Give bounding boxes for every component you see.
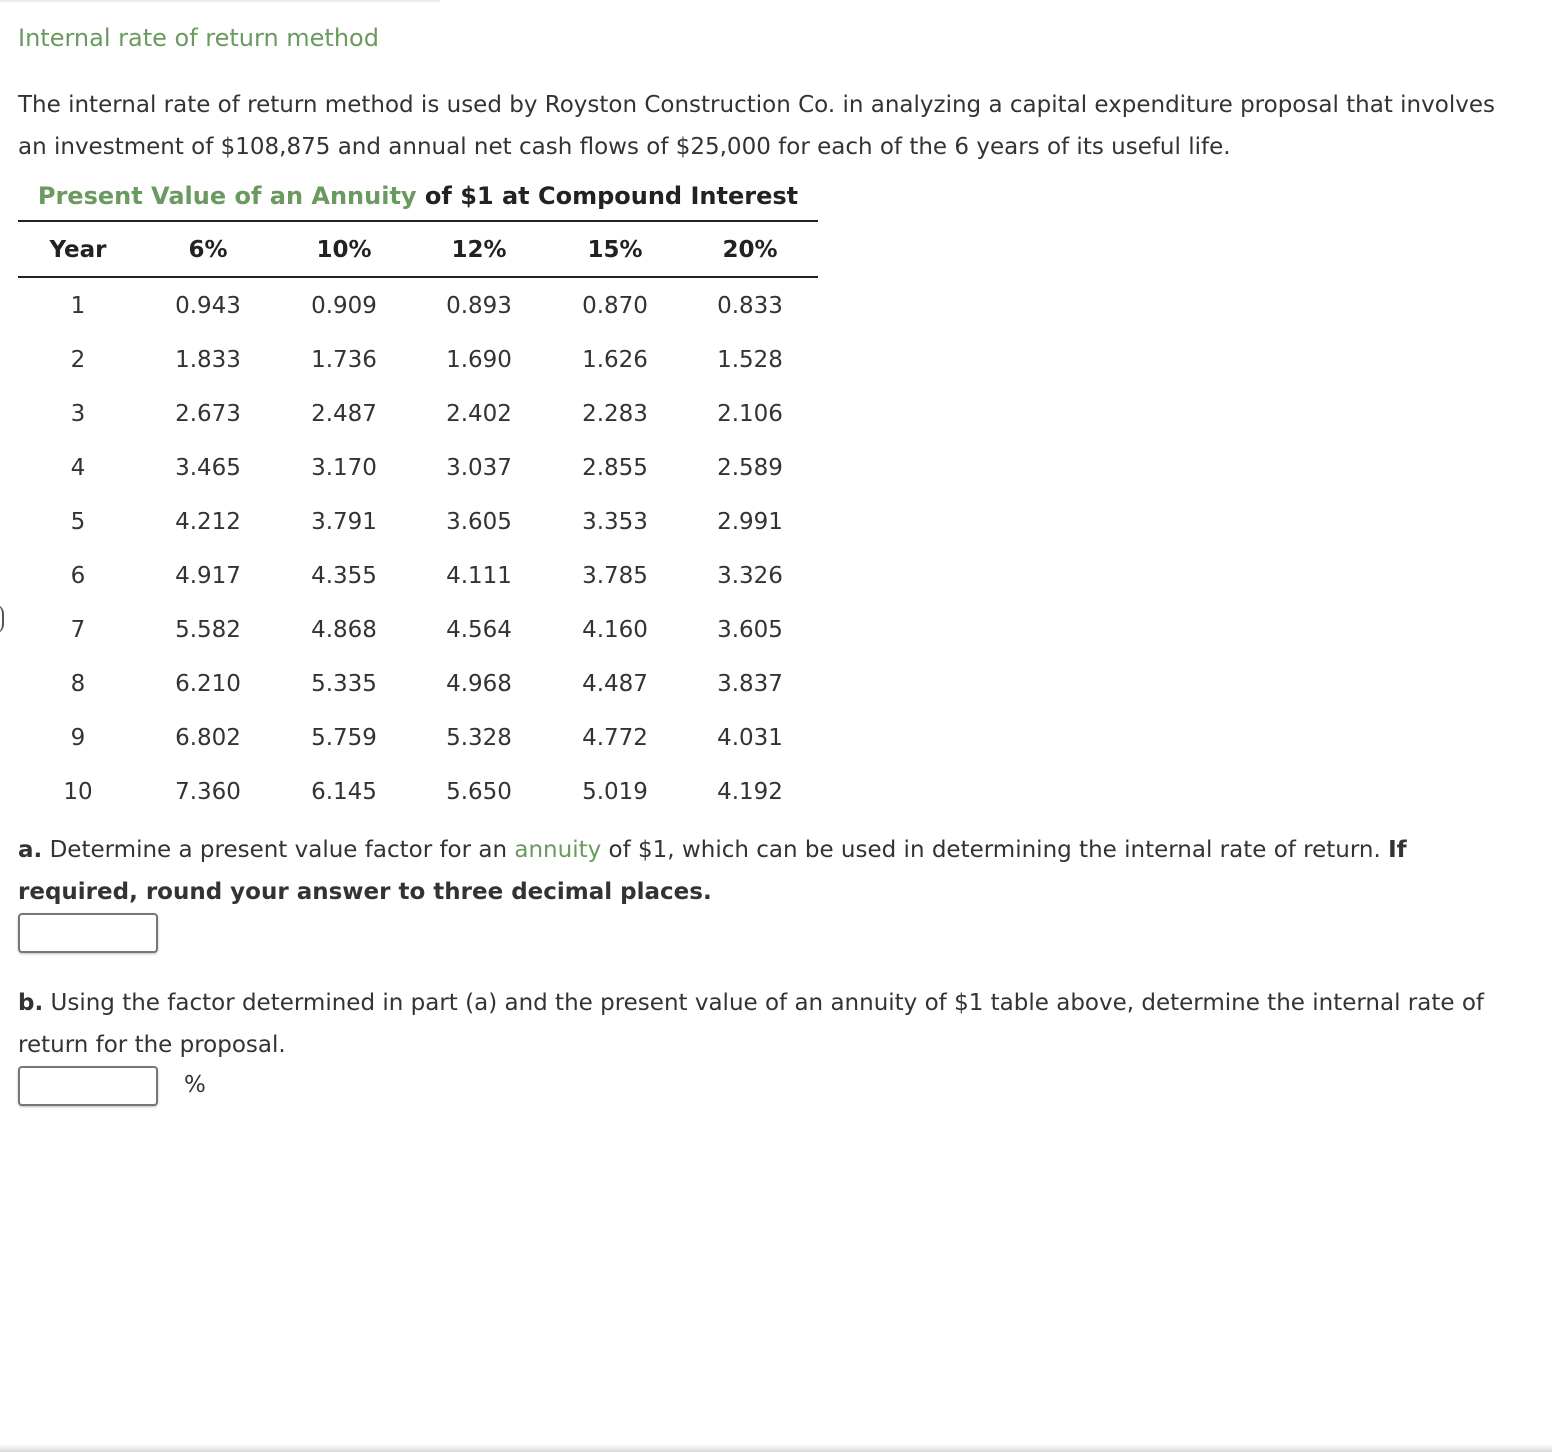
edge-scroll-mark [0,604,4,634]
cell-value: 4.772 [582,725,648,751]
cell-value: 3.353 [582,509,648,535]
cell-value: 2.991 [717,509,783,535]
cell-year: 2 [70,347,86,373]
question-a [18,829,1534,913]
cell-value: 4.917 [175,563,241,589]
cell-value: 2.855 [582,455,648,481]
table-header-row [18,223,818,277]
page-title: Internal rate of return method [18,24,379,52]
cell-year: 6 [70,563,86,589]
cell-year: 7 [70,617,86,643]
cell-value: 4.192 [717,779,783,805]
cell-year: 10 [63,779,93,805]
cell-value: 3.326 [717,563,783,589]
cell-value: 6.210 [175,671,241,697]
cell-value: 5.759 [311,725,377,751]
table-row [18,657,818,711]
table-row [18,333,818,387]
cell-value: 5.019 [582,779,648,805]
cell-value: 1.528 [717,347,783,373]
cell-value: 1.626 [582,347,648,373]
cell-value: 0.870 [582,293,648,319]
question-a-text-2: of $1, which can be used in determining the internal rate of return. [601,837,1389,863]
header-10-percent: 10% [316,237,372,263]
bottom-scrollbar-edge [0,1444,1552,1452]
cell-value: 1.833 [175,347,241,373]
cell-value: 2.283 [582,401,648,427]
header-year: Year [49,237,107,263]
table-row [18,603,818,657]
question-a-text-1: Determine a present value factor for an [42,837,515,863]
annuity-table-link[interactable]: Present Value of an Annuity [37,182,417,210]
cell-value: 4.487 [582,671,648,697]
cell-year: 1 [70,293,86,319]
question-b-label: b. [18,990,44,1016]
cell-value: 4.968 [446,671,512,697]
cell-value: 0.909 [311,293,377,319]
annuity-link[interactable]: annuity [514,837,602,863]
cell-value: 4.212 [175,509,241,535]
question-a-label: a. [18,837,43,863]
cell-value: 3.837 [717,671,783,697]
cell-value: 0.943 [175,293,241,319]
table-body [18,279,818,819]
cell-value: 5.335 [311,671,377,697]
cell-value: 1.736 [311,347,377,373]
cell-value: 7.360 [175,779,241,805]
top-shadow [0,0,440,3]
cell-value: 2.106 [717,401,783,427]
cell-year: 3 [70,401,86,427]
cell-value: 4.160 [582,617,648,643]
cell-value: 0.833 [717,293,783,319]
table-row [18,765,818,819]
cell-year: 4 [70,455,86,481]
table-row [18,279,818,333]
question-b-text: Using the factor determined in part (a) and the present value of an annuity of $1 table above, determine the internal rate of return for the proposal. [18,990,1484,1058]
table-row [18,549,818,603]
table-caption [18,182,818,210]
table-row [18,441,818,495]
question-a-instruction: If required, round your answer to three decimal places. [18,837,1407,905]
cell-value: 2.487 [311,401,377,427]
answer-a-input[interactable] [18,913,158,953]
cell-value: 3.465 [175,455,241,481]
cell-value: 3.605 [717,617,783,643]
table-caption-rest: of $1 at Compound Interest [416,182,799,210]
cell-value: 6.802 [175,725,241,751]
header-12-percent: 12% [451,237,507,263]
cell-value: 2.673 [175,401,241,427]
cell-value: 3.605 [446,509,512,535]
table-row [18,387,818,441]
table-header-rule [18,276,818,278]
cell-value: 3.791 [311,509,377,535]
cell-value: 4.111 [446,563,512,589]
cell-value: 4.868 [311,617,377,643]
cell-value: 0.893 [446,293,512,319]
problem-intro: The internal rate of return method is used by Royston Construction Co. in analyzing a capital expenditure proposal that involves an investment of $108,875 and annual net cash flows of $25,000 for each of the 6 years of its useful life. [18,92,1495,160]
table-row [18,495,818,549]
cell-value: 5.582 [175,617,241,643]
table-row [18,711,818,765]
answer-b-input[interactable] [18,1066,158,1106]
cell-value: 4.564 [446,617,512,643]
cell-year: 5 [70,509,86,535]
cell-year: 9 [70,725,86,751]
cell-value: 4.031 [717,725,783,751]
cell-value: 3.037 [446,455,512,481]
cell-value: 5.650 [446,779,512,805]
header-6-percent: 6% [188,237,228,263]
cell-value: 1.690 [446,347,512,373]
cell-value: 6.145 [311,779,377,805]
cell-value: 5.328 [446,725,512,751]
header-20-percent: 20% [722,237,778,263]
header-15-percent: 15% [587,237,643,263]
question-b [18,982,1534,1066]
table-top-rule [18,220,818,222]
cell-year: 8 [70,671,86,697]
percent-unit-label: % [184,1072,206,1098]
cell-value: 2.402 [446,401,512,427]
cell-value: 3.785 [582,563,648,589]
cell-value: 3.170 [311,455,377,481]
cell-value: 2.589 [717,455,783,481]
cell-value: 4.355 [311,563,377,589]
